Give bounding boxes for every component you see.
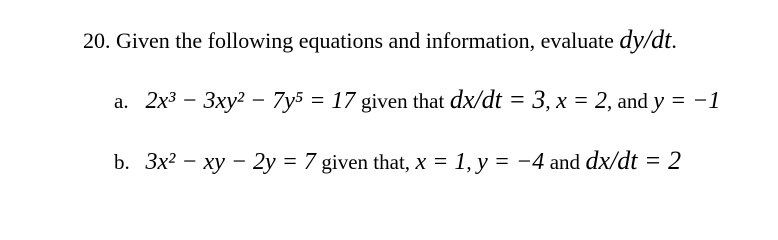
part-b-equation: 3x² − xy − 2y = 7	[145, 149, 316, 175]
part-b-and-text: and	[549, 150, 581, 174]
question-target-derivative: dy/dt	[619, 25, 672, 54]
part-b-label: b.	[114, 150, 130, 174]
part-b-rate: dx/dt = 2	[585, 146, 682, 175]
part-a-rate: dx/dt = 3	[449, 85, 546, 114]
part-a-sep2: , and	[607, 89, 648, 113]
part-a-sep1: ,	[545, 89, 551, 113]
part-b-x-value: x = 1	[415, 149, 467, 175]
part-b-given-text: given that,	[321, 150, 411, 174]
part-b-y-value: y = −4	[477, 149, 545, 175]
part-a-equation: 2x³ − 3xy² − 7y⁵ = 17	[145, 88, 356, 114]
question-end: .	[671, 28, 677, 53]
part-a	[114, 87, 720, 113]
part-a-y-value: y = −1	[653, 88, 721, 114]
part-a-x-value: x = 2	[556, 88, 607, 114]
part-a-label: a.	[114, 89, 129, 113]
part-b	[114, 148, 681, 174]
part-a-given-text: given that	[360, 89, 445, 113]
question-20	[83, 27, 677, 53]
question-number: 20.	[83, 28, 111, 53]
part-b-sep1: ,	[466, 150, 472, 174]
question-text: Given the following equations and information, evaluate	[116, 28, 614, 53]
